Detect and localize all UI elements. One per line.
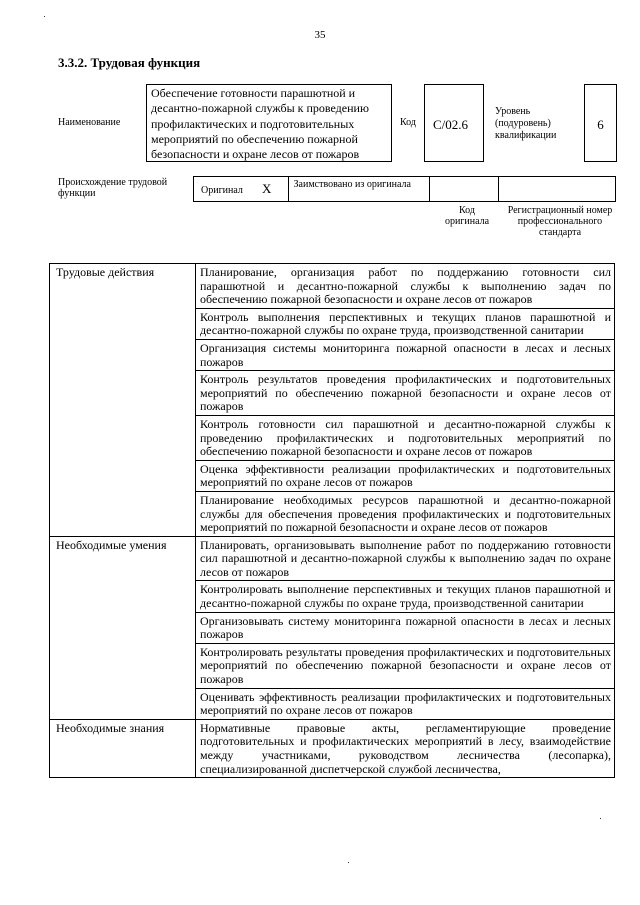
section-label: Необходимые знания <box>50 719 196 777</box>
table-cell: Контроль результатов проведения профилактических и подготовительных мероприятий по обеспечению пожарной безопасности и охране лесов от пожаров <box>196 371 615 416</box>
original-mark: X <box>262 181 272 196</box>
code-value: С/02.6 <box>433 117 469 132</box>
page-number: 35 <box>314 29 326 41</box>
table-row <box>50 719 615 777</box>
borrowed-label: Заимствовано из оригинала <box>293 179 411 190</box>
registration-number-caption: Регистрационный номер профессионального стандарта <box>507 205 613 238</box>
section-heading: 3.3.2. Трудовая функция <box>58 55 201 70</box>
table-cell: Организация системы мониторинга пожарной опасности в лесах и лесных пожаров <box>196 339 615 370</box>
section-label: Необходимые умения <box>50 536 196 719</box>
name-label: Наименование <box>58 117 121 128</box>
table-row <box>50 264 615 309</box>
table-row <box>50 536 615 581</box>
table-cell: Контролировать выполнение перспективных и текущих планов парашютной и десантно-пожарной службы по охране труда, производственной санитарии <box>196 581 615 612</box>
function-name-value: Обеспечение готовности парашютной и десантно-пожарной службы к проведению профилактических и подготовительных мероприятий по обеспечению пожарной безопасности и охране лесов от пожаров <box>151 86 369 162</box>
scan-speck <box>600 818 601 819</box>
code-box <box>424 84 484 162</box>
section-label: Трудовые действия <box>50 264 196 537</box>
level-box <box>584 84 617 162</box>
origin-code-cell <box>430 177 499 201</box>
table-cell: Планировать, организовывать выполнение работ по поддержанию готовности сил парашютной и десантно-пожарной службы к выполнению задач по охране лесов от пожаров <box>196 536 615 581</box>
level-label: Уровень (подуровень) квалификации <box>495 106 557 141</box>
scan-speck <box>44 16 45 17</box>
original-label: Оригинал <box>201 185 243 196</box>
origin-table <box>193 176 616 202</box>
origin-original-cell <box>194 177 289 201</box>
table-cell: Организовывать систему мониторинга пожарной опасности в лесах и лесных пожаров <box>196 612 615 643</box>
table-cell: Контролировать результаты проведения профилактических и подготовительных мероприятий по обеспечению пожарной безопасности и охране лесов от пожаров <box>196 643 615 688</box>
scan-speck <box>348 862 349 863</box>
labor-function-table <box>49 263 615 778</box>
table-cell: Оценка эффективности реализации профилактических и подготовительных мероприятий по охране лесов от пожаров <box>196 460 615 491</box>
table-cell: Планирование, организация работ по поддержанию готовности сил парашютной и десантно-пожарной службы к выполнению задач по обеспечению пожарной безопасности и охране лесов от пожаров <box>196 264 615 309</box>
origin-borrowed-cell <box>289 177 430 201</box>
table-cell: Нормативные правовые акты, регламентирующие проведение подготовительных и профилактических мероприятий в лесу, взаимодействие между участниками, руководством лесничества (лесопарка), специализированной диспетчерской службой лесничества, <box>196 719 615 777</box>
origin-reg-cell <box>499 177 615 201</box>
code-label: Код <box>400 117 416 128</box>
code-original-caption: Код оригинала <box>444 205 490 227</box>
level-value: 6 <box>597 117 604 132</box>
origin-label: Происхождение трудовой функции <box>58 177 168 199</box>
table-cell: Оценивать эффективность реализации профилактических и подготовительных мероприятий по охране лесов от пожаров <box>196 688 615 719</box>
table-cell: Контроль готовности сил парашютной и десантно-пожарной службы к проведению профилактических и подготовительных мероприятий по обеспечению пожарной безопасности и охране лесов от пожаров <box>196 415 615 460</box>
table-cell: Контроль выполнения перспективных и текущих планов парашютной и десантно-пожарной службы по охране труда, производственной санитарии <box>196 308 615 339</box>
function-name-box <box>146 84 392 162</box>
table-cell: Планирование необходимых ресурсов парашютной и десантно-пожарной службы для обеспечения проведения профилактических и подготовительных мероприятий по пожарной безопасности и охране лесов от пожаров <box>196 491 615 536</box>
